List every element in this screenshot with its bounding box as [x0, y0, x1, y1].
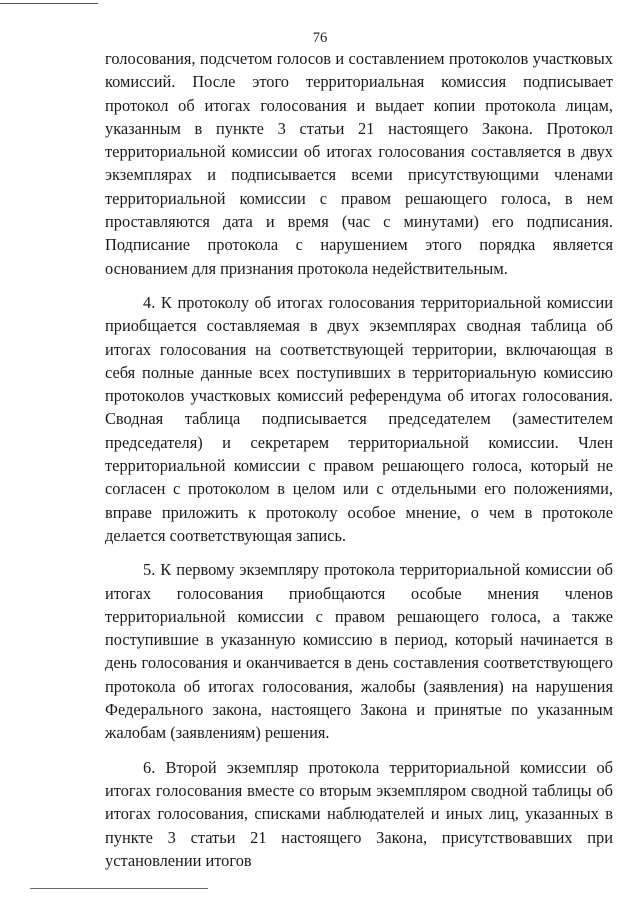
paragraph-continuation: голосования, подсчетом голосов и составлением протоколов участковых комиссий. После этого территориальная комиссия подписывает протокол об итогах голосования и выдает копии протокола лицам, указанным в пункте 3 статьи 21 настоящего Закона. Протокол территориальной комиссии об итогах голосования составляется в двух экземплярах и подписывается всеми присутствующими членами территориальной комиссии с правом решающего голоса, в нем проставляются дата и время (час с минутами) его подписания. Подписание протокола с нарушением этого порядка является основанием для признания протокола недействительным. [105, 49, 613, 278]
page-number: 76 [312, 30, 328, 46]
paragraph-item-4: 4. К протоколу об итогах голосования территориальной комиссии приобщается составляемая в двух экземплярах сводная таблица об итогах голосования на соответствующей территории, включающая в себя полные данные всех поступивших в территориальную комиссию протоколов участковых комиссий референдума об итогах голосования. Сводная таблица подписывается председателем (заместителем председателя) и секретарем территориальной комиссии. Член территориальной комиссии с правом решающего голоса, который не согласен с протоколом в целом или с отдельными его положениями, вправе приложить к протоколу особое мнение, о чем в протоколе делается соответствующая запись. [105, 292, 613, 545]
footnote-separator-rule [30, 888, 208, 889]
paragraph-item-5: 5. К первому экземпляру протокола территориальной комиссии об итогах голосования приобщаются особые мнения членов территориальной комиссии с правом решающего голоса, а также поступившие в указанную комиссию в период, который начинается в день голосования и оканчивается в день составления соответствующего протокола об итогах голосования, жалобы (заявления) на нарушения Федерального закона, настоящего Закона и принятые по указанным жалобам (заявлениям) решения. [105, 560, 613, 743]
paragraph-item-6: 6. Второй экземпляр протокола территориальной комиссии об итогах голосования вместе со вторым экземпляром сводной таблицы об итогах голосования, списками наблюдателей и иных лиц, указанных в пункте 3 статьи 21 настоящего Закона, присутствовавших при установлении итогов [105, 757, 613, 870]
top-margin-rule [0, 3, 98, 4]
document-body [105, 47, 613, 883]
